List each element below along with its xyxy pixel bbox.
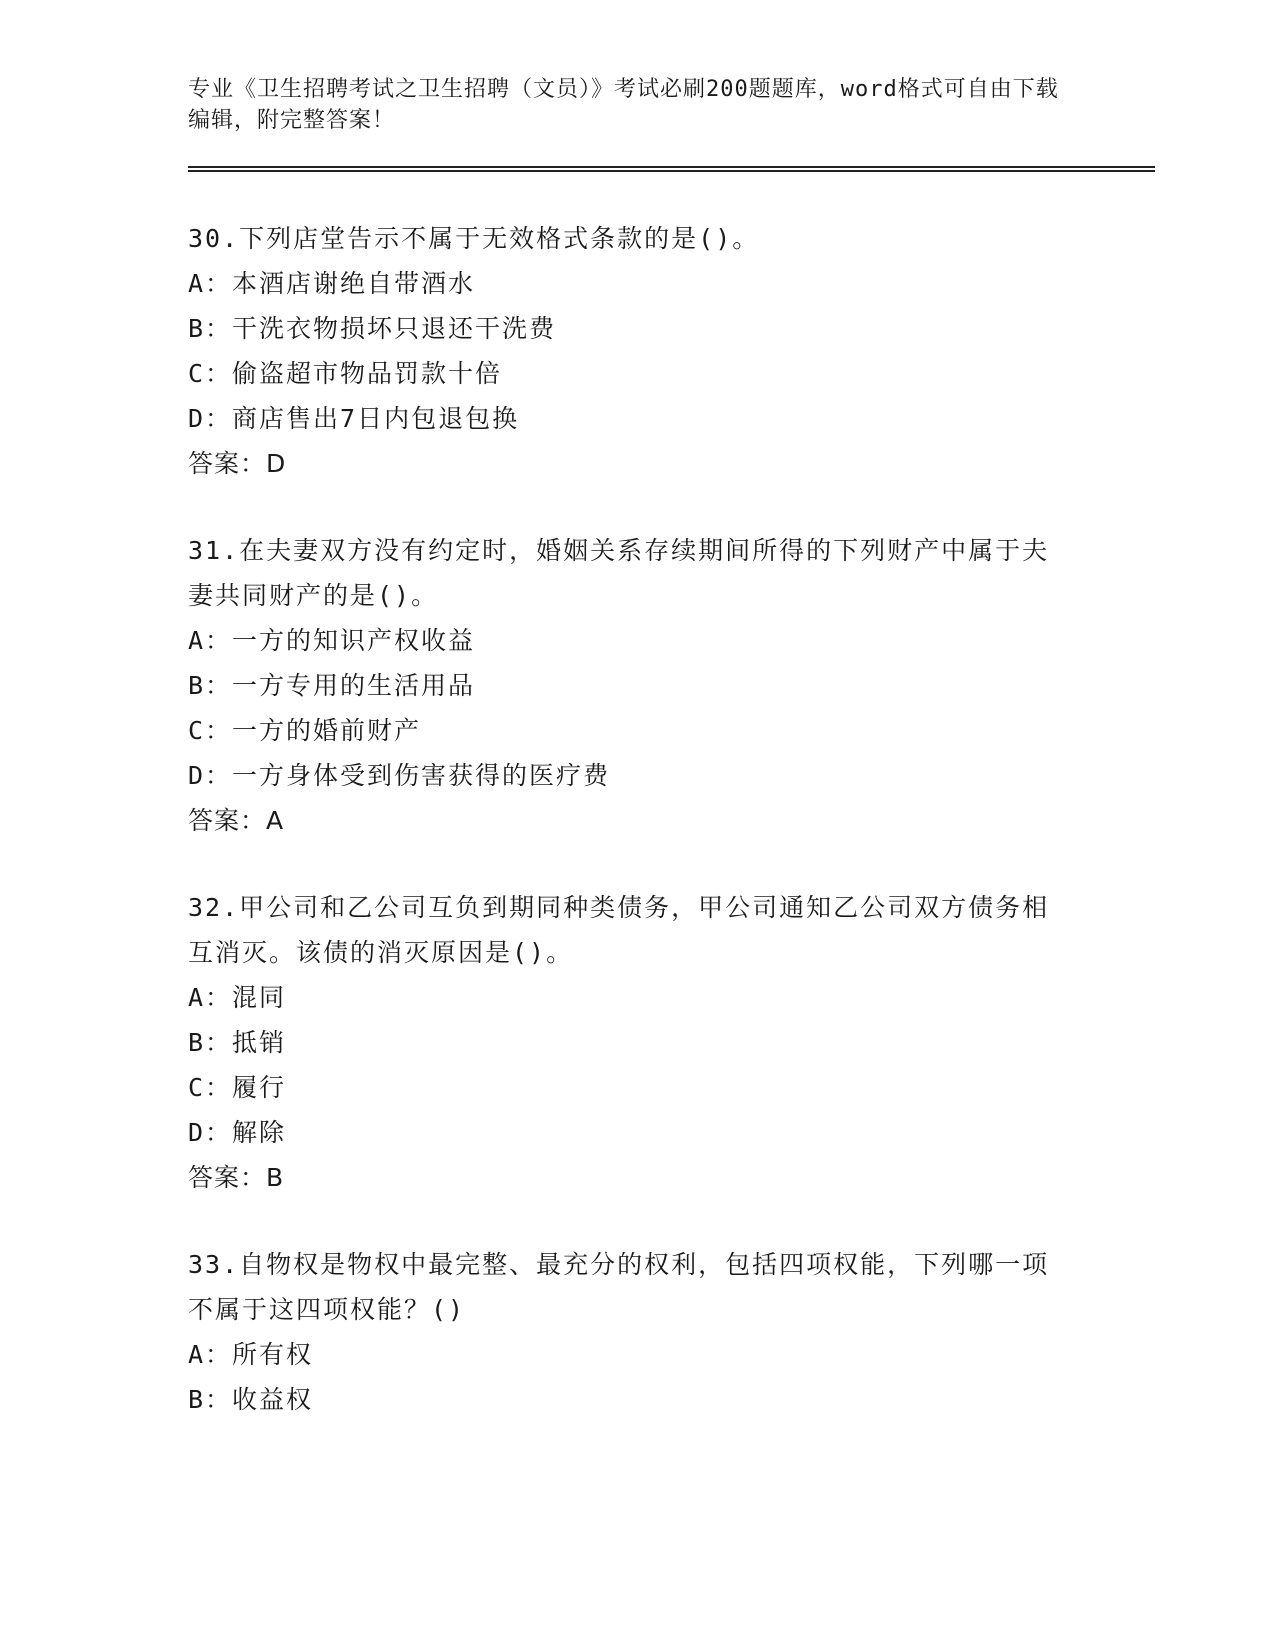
option-c: C：一方的婚前财产 bbox=[188, 716, 422, 745]
question-33 bbox=[188, 1242, 1088, 1422]
answer: 答案：D bbox=[188, 449, 287, 478]
question-30 bbox=[188, 216, 1088, 486]
header-divider bbox=[188, 166, 1155, 172]
option-a: A：混同 bbox=[188, 983, 287, 1012]
option-a: A：一方的知识产权收益 bbox=[188, 626, 476, 655]
option-d: D：一方身体受到伤害获得的医疗费 bbox=[188, 761, 611, 790]
question-stem: 31.在夫妻双方没有约定时，婚姻关系存续期间所得的下列财产中属于夫妻共同财产的是()。 bbox=[188, 536, 1050, 610]
option-b: B：抵销 bbox=[188, 1028, 287, 1057]
answer: 答案：B bbox=[188, 1163, 285, 1192]
question-stem: 32.甲公司和乙公司互负到期同种类债务，甲公司通知乙公司双方债务相互消灭。该债的消灭原因是()。 bbox=[188, 893, 1050, 967]
option-c: C：履行 bbox=[188, 1073, 287, 1102]
answer: 答案：A bbox=[188, 806, 285, 835]
option-d: D：解除 bbox=[188, 1118, 287, 1147]
option-b: B：一方专用的生活用品 bbox=[188, 671, 476, 700]
option-a: A：本酒店谢绝自带酒水 bbox=[188, 269, 476, 298]
question-stem: 30.下列店堂告示不属于无效格式条款的是()。 bbox=[188, 224, 760, 253]
document-header: 专业《卫生招聘考试之卫生招聘（文员）》考试必刷200题题库，word格式可自由下载编辑，附完整答案！ bbox=[188, 77, 1059, 133]
question-32 bbox=[188, 885, 1088, 1200]
option-b: B：收益权 bbox=[188, 1385, 314, 1414]
question-31 bbox=[188, 528, 1088, 843]
option-a: A：所有权 bbox=[188, 1340, 314, 1369]
option-c: C：偷盗超市物品罚款十倍 bbox=[188, 359, 503, 388]
question-stem: 33.自物权是物权中最完整、最充分的权利，包括四项权能，下列哪一项不属于这四项权能？() bbox=[188, 1250, 1050, 1324]
document-page bbox=[188, 0, 1088, 1422]
option-b: B：干洗衣物损坏只退还干洗费 bbox=[188, 314, 557, 343]
option-d: D：商店售出7日内包退包换 bbox=[188, 404, 520, 433]
